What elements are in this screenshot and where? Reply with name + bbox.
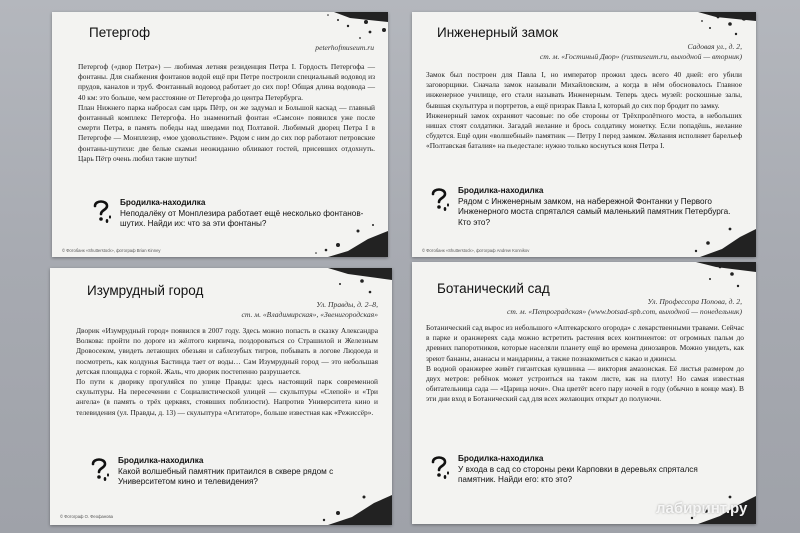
card-title: Петергоф [89,25,151,40]
card-address [507,297,742,317]
question-mark-footprints-icon [428,186,450,212]
ink-splatter-decoration [606,12,756,46]
card-body [426,70,742,152]
card-body [426,323,744,405]
card-address [315,43,374,53]
card-title: Изумрудный город [87,283,204,298]
quest-question: Неподалёку от Монплезира работает ещё несколько фонтанов-шутих. Найди их: что за эти фонтаны? [120,209,364,229]
card-peterhof [52,12,388,257]
photo-credit: © Фотобанк «Shutterstock», фотограф Andrew Konnikov [422,248,530,253]
ink-splatter-decoration [242,268,392,302]
watermark-name: лабиринт [656,500,726,517]
question-mark-footprints-icon [88,456,110,482]
question-mark-footprints-icon [428,454,450,480]
card-title: Инженерный замок [437,25,559,40]
card-title: Ботанический сад [437,281,550,296]
ink-splatter-decoration [238,12,388,46]
photo-credit: © Фотограф О. Феофанова [60,514,114,519]
quest-label: Бродилка-находилка [118,456,204,465]
quest-question: Рядом с Инженерным замком, на набережной Фонтанки у Первого Инженерного моста спрятался самый маленький памятник Петербурга. Кто это? [458,197,731,227]
card-website: peterhofmuseum.ru [315,43,374,52]
card-address-line: Ул. Профессора Попова, д. 2, [647,297,742,306]
card-paragraph: Ботанический сад вырос из небольшого «Аптекарского огорода» с лекарственными травами. Сейчас в парке и оранжереях сада можно встретить растения всех континентов: от огромных пальм до древних папоротников, которые населяли планету ещё во времена динозавров. Можно увидеть, как зреют бананы, ананасы и мандарины, а также познакомиться с какао и джинсы. [426,323,744,363]
card-engineering-castle [412,12,756,257]
quest-question: Какой волшебный памятник притаился в сквере рядом с Университетом кино и телевидения? [118,467,334,487]
card-address [242,300,379,320]
quest-label: Бродилка-находилка [458,454,544,463]
card-metro-line: ст. м. «Владимирская», «Звенигородская» [241,310,378,319]
card-body [76,326,378,418]
quest-block [428,454,744,494]
photo-credit: © Фотобанк «Shutterstock», фотограф Brian Kinney [62,248,161,253]
card-emerald-city [50,268,392,525]
card-metro-line: ст. м. «Петроградская» (www.botsad-spb.com, выходной — понедельник) [506,307,742,316]
ink-splatter-decoration [606,262,756,296]
card-body [78,62,375,164]
card-paragraph: План Нижнего парка набросал сам царь Пётр, он же задумал и Большой каскад — главный фонтанный комплекс Петергофа. Но знаменитый фонтан «Самсон» появился уже после смерти Петра, в память победы над шведами под Полтавой. Любимый дворец Петра I в Петергофе — Монплезир, «мое удовольствие». Рядом с ним до сих пор работают петровские фонтаны-шутихи: две белые скамьи неожиданно обливают гостей, присевших отдохнуть. Царь Пётр очень любил такие шутки! [78,102,375,163]
card-paragraph: Дворик «Изумрудный город» появился в 2007 году. Здесь можно попасть в сказку Александра Волкова: пройти по дороге из жёлтого кирпича, поздороваться со Страшилой и Железным Дровосеком, увидеть летающих обезьян и саблезубых тигров, побывать в логове Людоеда и посмотреть, как колдунья Бастинда тает от воды… Сам Изумрудный город — это небольшая детская площадка с горкой. Жаль, что дворик постепенно разрушается. [76,326,378,376]
watermark-tld: .ру [725,500,748,517]
card-paragraph: Замок был построен для Павла I, но император прожил здесь всего 40 дней: его убили заговорщики. Сначала замок называли Михайловским, а когда в нём обосновалось Главное инженерное училище, его стали называть Инженерным. Теперь здесь музей: роскошные залы, бывшая скульптура и портретов, а ещё призрак Павла I, который до сих пор бродит по замку. [426,70,742,110]
card-paragraph: По пути к дворику прогуляйся по улице Правды: здесь настоящий парк современной скульптуры. На пересечении с Социалистической улицей — скульптуры «Слепой» и «Три ангела» (в память о трёх церквях, стоявших поблизости). Напротив Университета кино и телевидения (ул. Правды, д. 13) — скульптура «Агитатор», больше известная как «Режиссёр». [76,377,378,417]
card-paragraph: В водной оранжерее живёт гигантская кувшинка — виктория амазонская. Её листья размером до двух метров: ребёнок может устроиться на таком листе, как на плоту! Но самая известная обитательница сада — «Царица ночи». Она цветёт всего пару ночей в году (обычно в конце мая). В эти дни вход в Ботанический сад для всех желающих открыт до полуночи. [426,363,744,404]
quest-label: Бродилка-находилка [120,198,206,207]
quest-block [428,186,746,236]
card-paragraph: Петергоф («двор Петра») — любимая летняя резиденция Петра I. Гордость Петергофа — фонтаны. Для снабжения фонтанов водой ещё при Петре построили специальный водовод из прудов, каналов и труб. Фонтанный водовод работает до сих пор! Общая длина водовода — 40 км: это больше, чем расстояние от Петергофа до центра Петербурга. [78,62,375,102]
quest-block [88,456,378,496]
card-address [540,42,742,62]
quest-question: У входа в сад со стороны реки Карповки в деревьях спрятался памятник. Найди его: кто это? [458,465,698,485]
site-watermark [656,500,747,517]
card-paragraph: Инженерный замок охраняют часовые: по обе стороны от Трёхпролётного моста, в небольших нишах стоят солдатики. Загадай желание и брось солдатику монетку. Если попадёшь, желание сбудется. Ещё один «волшебный» памятник — Петру I перед замком. Желания исполняет барельеф «Полтавская баталия» на пьедестале: нужно только коснуться коня Петра I. [426,110,742,151]
quest-block [90,198,376,238]
question-mark-footprints-icon [90,198,112,224]
card-metro-line: ст. м. «Гостиный Двор» (rusmuseum.ru, выходной — вторник) [539,52,742,61]
card-botanical-garden [412,262,756,524]
card-address-line: Ул. Правды, д. 2–8, [316,300,378,309]
quest-label: Бродилка-находилка [458,186,544,195]
card-address-line: Садовая ул., д. 2, [687,42,742,51]
